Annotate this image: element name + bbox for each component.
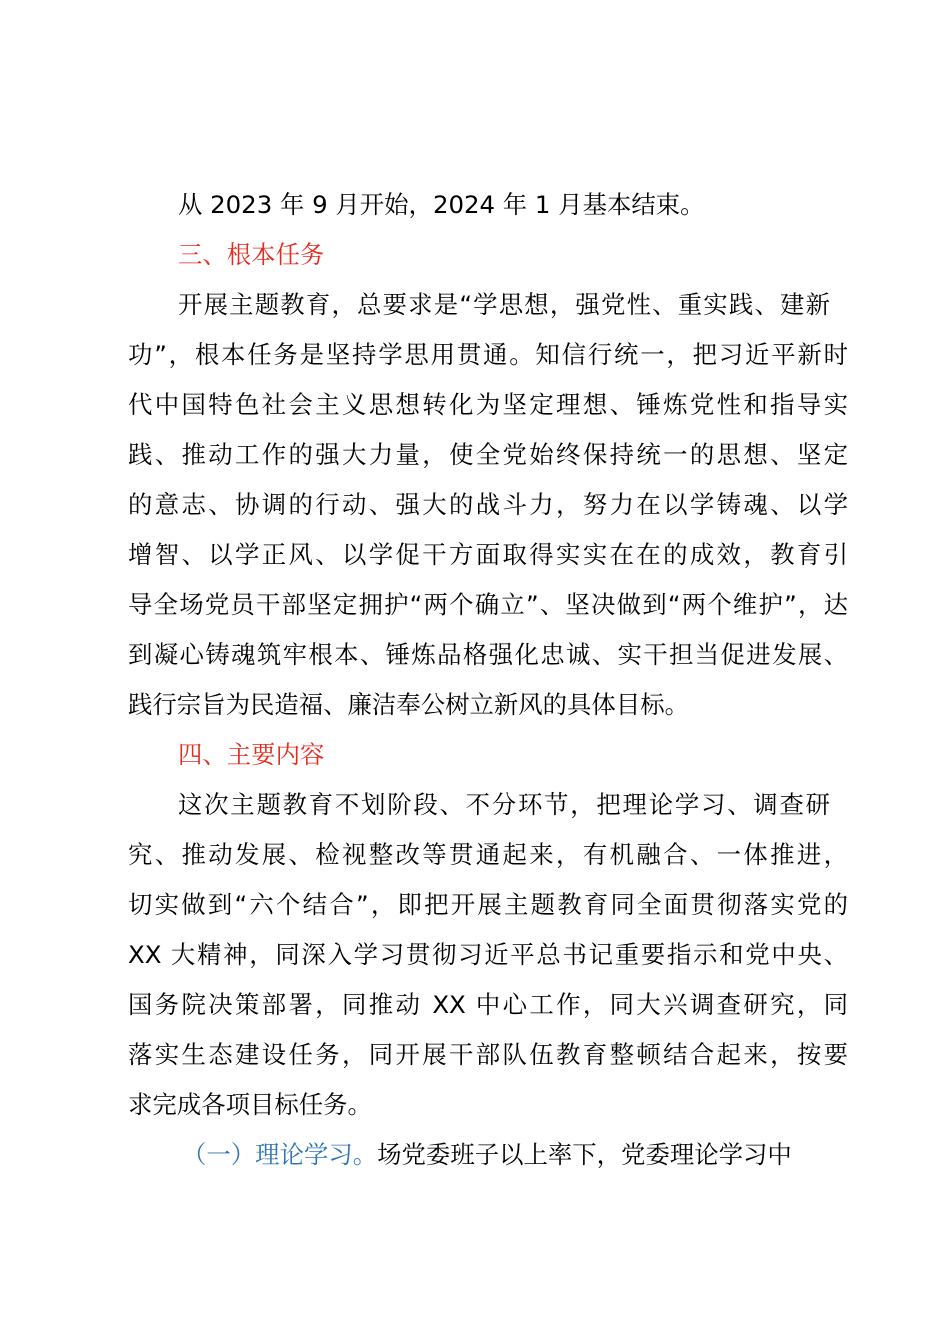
section3-line-7: 导全场党员干部坚定拥护“两个确立”、坚决做到“两个维护”，达	[128, 590, 848, 619]
section3-line-3: 代中国特色社会主义思想转化为坚定理想、锤炼党性和指导实	[128, 390, 848, 419]
section3-line-5: 的意志、协调的行动、强大的战斗力，努力在以学铸魂、以学	[128, 490, 848, 519]
section3-line-8: 到凝心铸魂筑牢根本、锤炼品格强化忠诚、实干担当促进发展、	[128, 640, 848, 669]
subsection1-text: 场党委班子以上率下，党委理论学习中	[377, 1140, 792, 1169]
section3-line-1: 开展主题教育，总要求是“学思想，强党性、重实践、建新	[178, 290, 830, 319]
section3-line-9: 践行宗旨为民造福、廉洁奉公树立新风的具体目标。	[128, 690, 689, 719]
section4-line-6: 落实生态建设任务，同开展干部队伍教育整顿结合起来，按要	[128, 1040, 848, 1069]
intro-line: 从 2023 年 9 月开始，2024 年 1 月基本结束。	[178, 190, 705, 219]
section4-line-2: 究、推动发展、检视整改等贯通起来，有机融合、一体推进，	[128, 840, 848, 869]
section3-line-4: 践、推动工作的强大力量，使全党始终保持统一的思想、坚定	[128, 440, 848, 469]
section3-heading: 三、根本任务	[178, 240, 325, 269]
section4-heading: 四、主要内容	[178, 740, 325, 769]
section4-line-3: 切实做到“六个结合”，即把开展主题教育同全面贯彻落实党的	[128, 890, 848, 919]
section3-line-2: 功”，根本任务是坚持学思用贯通。知信行统一，把习近平新时	[128, 340, 848, 369]
section3-line-6: 增智、以学正风、以学促干方面取得实实在在的成效，教育引	[128, 540, 848, 569]
section4-line-7: 求完成各项目标任务。	[128, 1090, 372, 1119]
subsection1-heading: （一）理论学习。	[182, 1140, 378, 1169]
section4-line-5: 国务院决策部署，同推动 XX 中心工作，同大兴调查研究，同	[128, 990, 848, 1019]
section4-line-4: XX 大精神，同深入学习贯彻习近平总书记重要指示和党中央、	[128, 940, 848, 969]
subsection1-line	[182, 1135, 834, 1175]
section4-line-1: 这次主题教育不划阶段、不分环节，把理论学习、调查研	[178, 790, 830, 819]
